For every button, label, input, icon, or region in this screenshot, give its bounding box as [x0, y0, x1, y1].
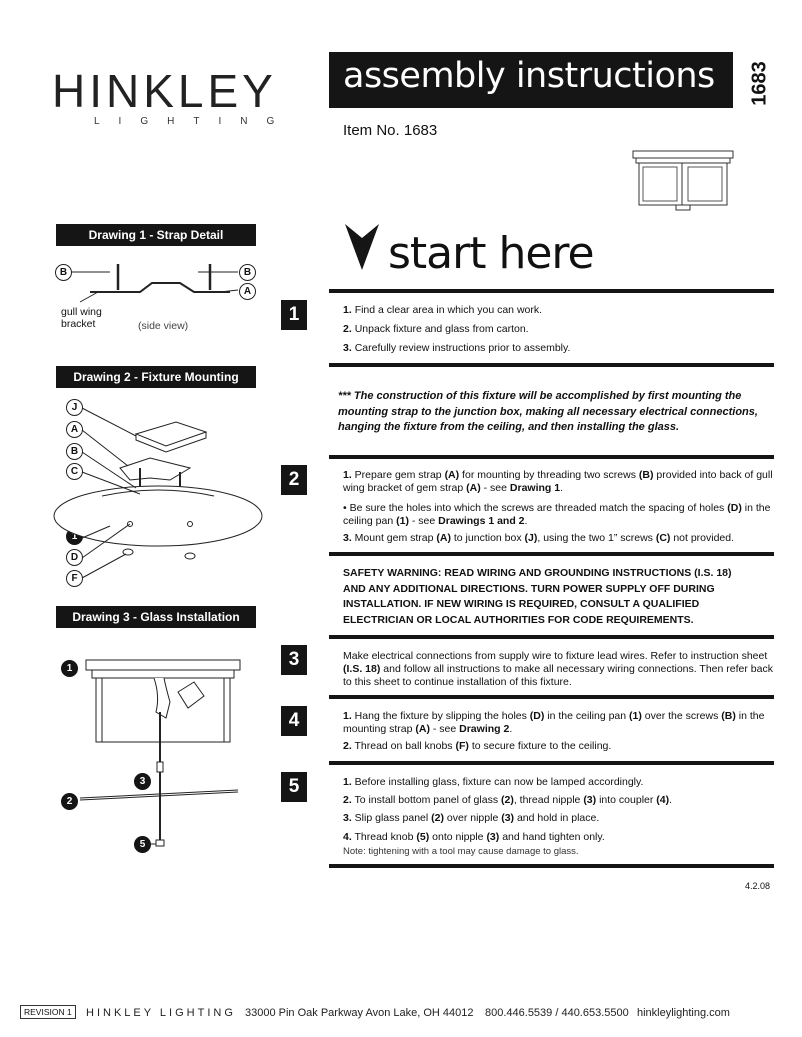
callout-b: B: [239, 264, 256, 281]
fixture-mounting-drawing: [40, 398, 270, 588]
callout-1: 1: [61, 660, 78, 677]
footer-website[interactable]: hinkleylighting.com: [637, 1007, 730, 1019]
step-5-line-2: 2. To install bottom panel of glass (2), thread nipple (3) into coupler (4).: [343, 794, 673, 806]
divider: [329, 695, 774, 699]
footer-company: HINKLEY LIGHTING: [86, 1007, 236, 1019]
callout-3: 3: [134, 773, 151, 790]
label-side-view: (side view): [138, 320, 189, 332]
divider: [329, 289, 774, 293]
revision-date: 4.2.08: [745, 881, 771, 891]
footer-phone: 800.446.5539 / 440.653.5500: [485, 1007, 629, 1019]
callout-a: A: [66, 421, 83, 438]
fixture-thumbnail: [630, 148, 738, 214]
callout-5: 5: [134, 836, 151, 853]
drawing-3-title: Drawing 3 - Glass Installation: [56, 606, 256, 628]
step-4-line-1: 1. Hang the fixture by slipping the holes (D) in the ceiling pan (1) over the screws (B) in the mounting strap (A) - see Drawing 2.: [343, 710, 765, 735]
divider: [329, 455, 774, 459]
divider: [329, 363, 774, 367]
callout-j: J: [66, 399, 83, 416]
safety-warning: SAFETY WARNING: READ WIRING AND GROUNDING INSTRUCTIONS (I.S. 18) AND ANY ADDITIONAL DIRECTIONS. TURN POWER SUPPLY OFF DURING INSTALLATION. IF NEW WIRING IS REQUIRED, CONSULT A QUALIFIED ELECTRICIAN OR LOCAL AUTHORITIES FOR CODE REQUIREMENTS.: [343, 567, 732, 626]
item-code: 1683: [748, 61, 771, 106]
step-3-number: 3: [281, 645, 307, 675]
step-2-number: 2: [281, 465, 307, 495]
label-gull-wing: gull wing: [61, 306, 102, 318]
step-1-line-2: 2. Unpack fixture and glass from carton.: [343, 323, 529, 335]
step-4-number: 4: [281, 706, 307, 736]
step-1-line-1: 1. Find a clear area in which you can work.: [343, 304, 543, 316]
callout-b: B: [66, 443, 83, 460]
step-5-line-3: 3. Slip glass panel (2) over nipple (3) and hold in place.: [343, 812, 600, 824]
drawing-2-title: Drawing 2 - Fixture Mounting: [56, 366, 256, 388]
step-2-line-1: 1. Prepare gem strap (A) for mounting by threading two screws (B) provided into back of gull wing bracket of gem strap (A) - see Drawing 1.: [343, 469, 773, 494]
step-4-line-2: 2. Thread on ball knobs (F) to secure fixture to the ceiling.: [343, 740, 612, 752]
down-arrow-icon: [343, 222, 381, 272]
step-5-line-4: 4. Thread knob (5) onto nipple (3) and hand tighten only.: [343, 831, 605, 843]
callout-1: 1: [66, 528, 83, 545]
callout-2: 2: [61, 793, 78, 810]
callout-d: D: [66, 549, 83, 566]
glass-installation-drawing: [78, 652, 248, 858]
divider: [329, 635, 774, 639]
divider: [329, 761, 774, 765]
drawing-1-title: Drawing 1 - Strap Detail: [56, 224, 256, 246]
item-number: Item No. 1683: [343, 122, 438, 139]
callout-b: B: [55, 264, 72, 281]
divider: [329, 552, 774, 556]
strap-detail-drawing: [70, 260, 245, 305]
step-5-line-1: 1. Before installing glass, fixture can now be lamped accordingly.: [343, 776, 644, 788]
construction-note: *** The construction of this fixture will be accomplished by first mounting the mounting strap to the junction box, making all necessary electrical connections, hanging the fixture from the ceiling, and then installing the glass.: [338, 390, 758, 433]
step-2-line-2: • Be sure the holes into which the screws are threaded match the spacing of holes (D) in the ceiling pan (1) - see Drawings 1 and 2.: [343, 502, 771, 527]
callout-a: A: [239, 283, 256, 300]
footer-address: 33000 Pin Oak Parkway Avon Lake, OH 44012: [245, 1007, 474, 1019]
callout-f: F: [66, 570, 83, 587]
step-3-text: Make electrical connections from supply wire to fixture lead wires. Refer to instruction sheet (I.S. 18) and follow all instructions to make all necessary wiring connections. Then refer back to this sheet to continue installation of this fixture.: [343, 650, 773, 688]
divider: [329, 864, 774, 868]
callout-c: C: [66, 463, 83, 480]
step-5-note: Note: tightening with a tool may cause damage to glass.: [343, 846, 579, 857]
brand-logo: HINKLEY: [52, 65, 277, 117]
step-1-line-3: 3. Carefully review instructions prior to assembly.: [343, 342, 571, 354]
start-here-heading: start here: [388, 228, 594, 279]
step-1-number: 1: [281, 300, 307, 330]
page-title: assembly instructions: [343, 56, 715, 96]
step-2-line-3: 3. Mount gem strap (A) to junction box (J), using the two 1” screws (C) not provided.: [343, 532, 735, 544]
revision-badge: REVISION 1: [20, 1005, 76, 1019]
brand-sub: LIGHTING: [94, 116, 294, 127]
step-5-number: 5: [281, 772, 307, 802]
label-bracket: bracket: [61, 318, 96, 330]
